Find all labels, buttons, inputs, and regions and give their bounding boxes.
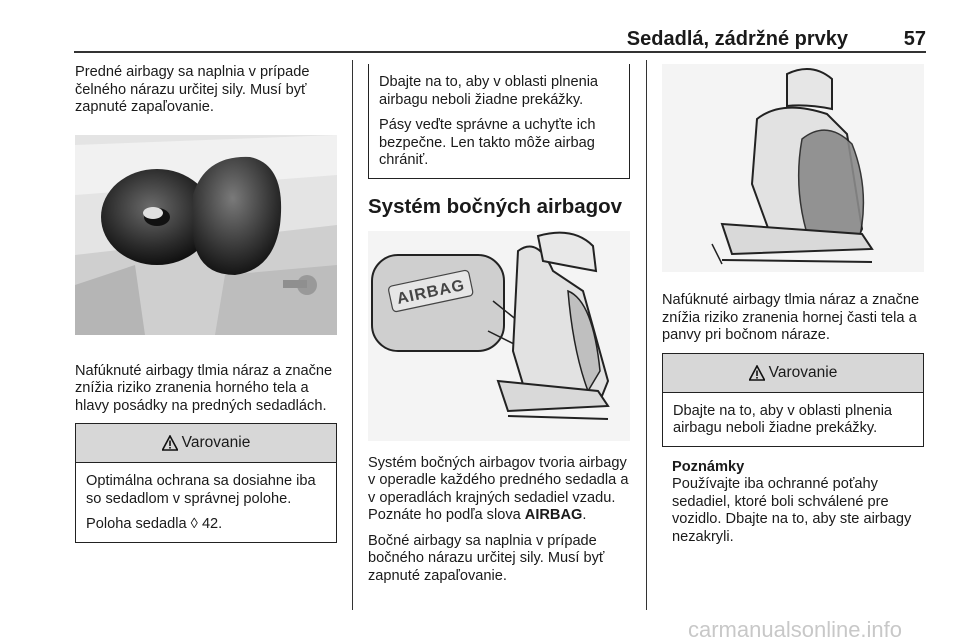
warning-box-continued <box>368 64 630 179</box>
warning-text: Dbajte na to, aby v oblasti plnenia airbagu neboli žiadne prekážky. <box>673 402 893 436</box>
warning-box-seat-position <box>75 423 337 543</box>
warning-continued-text: Pásy veďte správne a uchyťte ich bezpečne. Len takto môže airbag chrániť. <box>379 117 596 168</box>
side-airbag-description: Systém bočných airbagov tvoria airbagy v operadle každého predného sedadla a v operadlách krajných sedadiel vzadu. Poznáte ho podľa slova AIRBAG. <box>368 454 629 523</box>
page-number: 57 <box>903 28 926 50</box>
section-heading: Systém bočných airbagov <box>368 194 623 218</box>
front-airbag-photo <box>75 135 337 335</box>
note-title: Poznámky <box>672 458 745 475</box>
intro-paragraph: Predné airbagy sa naplnia v prípade čelného nárazu určitej sily. Musí byť zapnuté zapaľovanie. <box>75 64 310 115</box>
watermark: carmanualsonline.info <box>688 617 903 642</box>
side-airbag-deploy-paragraph: Bočné airbagy sa naplnia v prípade bočného nárazu určitej sily. Musí byť zapnuté zapaľovanie. <box>368 532 605 584</box>
deployed-side-airbag-illustration <box>662 64 924 272</box>
warning-text: Optimálna ochrana sa dosiahne iba so sedadlom v správnej polohe. <box>86 473 316 507</box>
side-airbag-caption: Nafúknuté airbagy tlmia náraz a značne znížia riziko zranenia hornej časti tela a panvy pri bočnom náraze. <box>662 292 920 343</box>
column-right <box>662 64 924 546</box>
column-left <box>75 64 337 543</box>
column-middle <box>368 64 630 585</box>
warning-continued-text: Dbajte na to, aby v oblasti plnenia airbagu neboli žiadne prekážky. <box>379 74 599 108</box>
warning-box-obstacles <box>662 353 924 447</box>
warning-body <box>663 393 923 446</box>
warning-title: Varovanie <box>181 434 251 451</box>
warning-triangle-icon <box>162 435 178 451</box>
warning-header <box>663 354 923 393</box>
warning-title: Varovanie <box>768 363 838 381</box>
side-airbag-seat-illustration <box>368 231 630 441</box>
front-airbag-caption: Nafúknuté airbagy tlmia náraz a značne znížia riziko zranenia horného tela a hlavy posádky na predných sedadlách. <box>75 362 333 414</box>
section-title: Sedadlá, zádržné prvky <box>626 28 848 50</box>
header-rule <box>74 51 926 53</box>
column-divider <box>646 60 647 610</box>
seat-position-reference[interactable]: Poloha sedadla ◊ 42. <box>86 516 223 532</box>
warning-triangle-icon <box>749 365 765 381</box>
page-header <box>74 28 926 52</box>
note-section <box>662 459 924 547</box>
warning-header <box>76 424 336 463</box>
airbag-label: AIRBAG <box>395 276 467 308</box>
note-text: Používajte iba ochranné poťahy sedadiel, ktoré boli schválené pre vozidlo. Dbajte na to, aby ste airbagy nezakryli. <box>672 476 912 545</box>
warning-body <box>76 463 336 542</box>
column-divider <box>352 60 353 610</box>
